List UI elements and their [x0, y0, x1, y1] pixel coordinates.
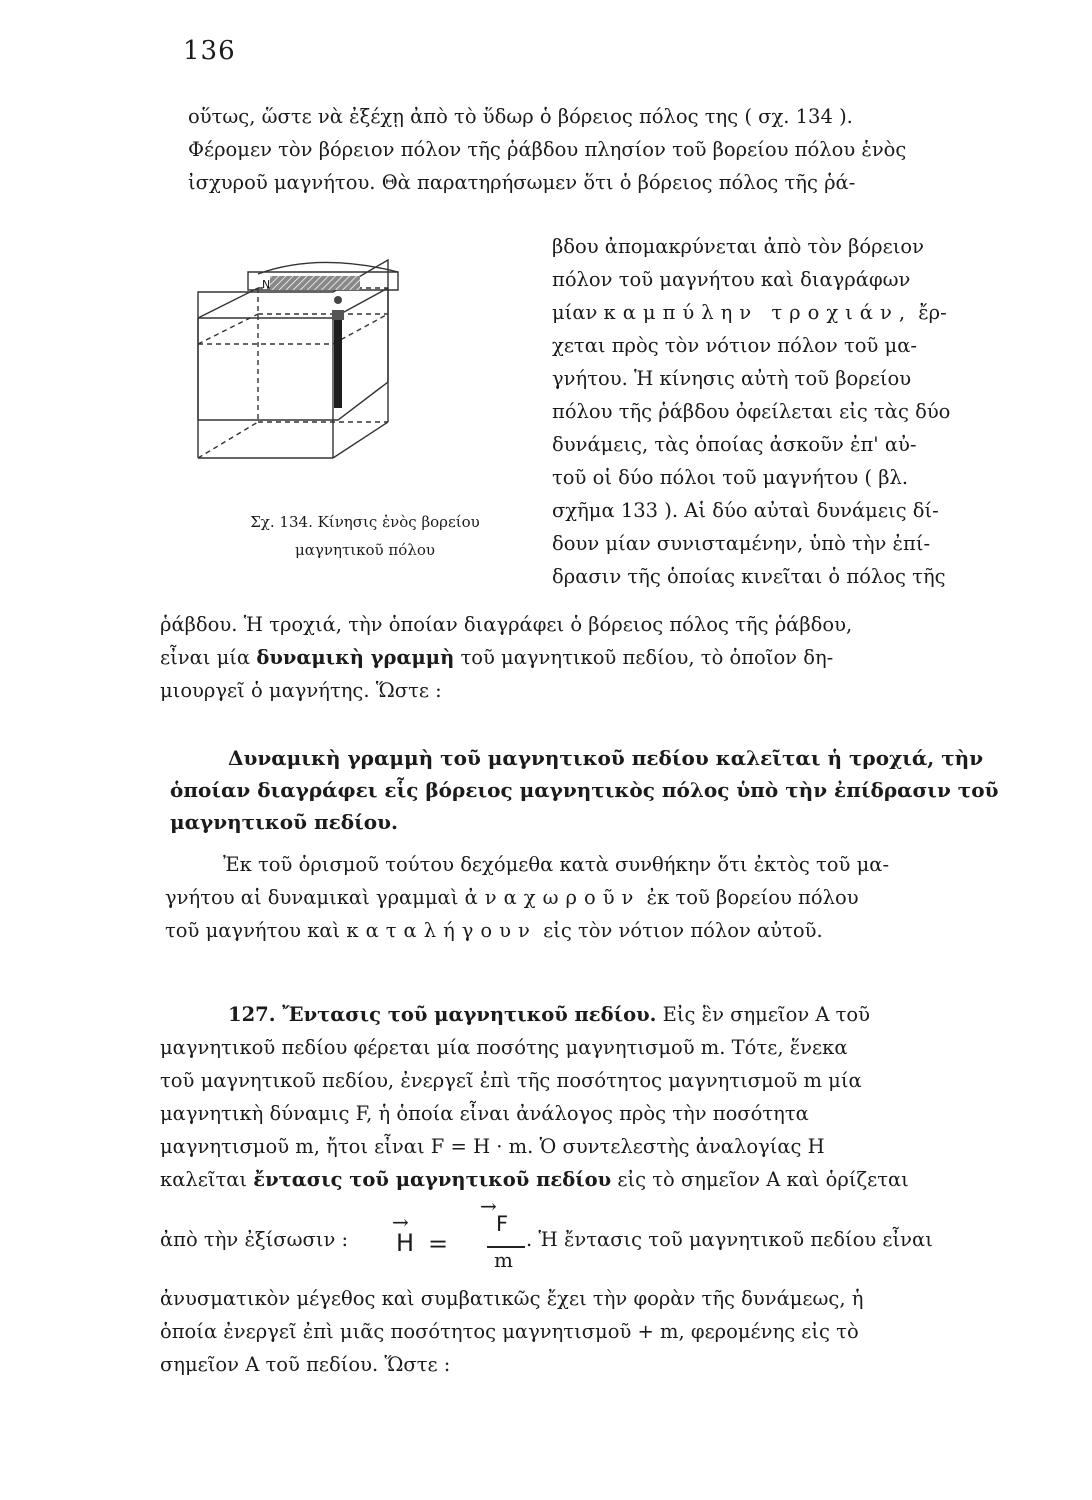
paragraph-convention [165, 848, 1023, 947]
paragraph-vector [160, 1282, 1026, 1381]
text-line: Ἐκ τοῦ ὁρισμοῦ τούτου δεχόμεθα κατὰ συνθήκην ὅτι ἐκτὸς τοῦ μα- [223, 853, 890, 876]
text-run: Εἰς ἓν σημεῖον Α τοῦ [662, 1003, 871, 1026]
text-line [165, 881, 1023, 914]
intensity-formula [160, 1194, 1030, 1276]
text-line: ἰσχυροῦ μαγνήτου. Θὰ παρατηρήσωμεν ὅτι ὁ βόρειος πόλος τῆς ῥά- [188, 171, 856, 194]
text-line: σημεῖον Α τοῦ πεδίου. Ὥστε : [160, 1353, 451, 1376]
text-line: μαγνητισμοῦ m, ἤτοι εἶναι F = H · m. Ὁ συντελεστὴς ἀναλογίας H [160, 1135, 825, 1158]
text-line: δρασιν τῆς ὁποίας κινεῖται ὁ πόλος τῆς [552, 565, 946, 588]
paragraph-intro [188, 100, 1020, 199]
definition-line: ὁποίαν διαγράφει εἷς βόρειος μαγνητικὸς πόλος ὑπὸ τὴν ἐπίδρασιν τοῦ [170, 778, 999, 802]
paragraph-figure-side [552, 230, 1024, 593]
text-run: εἰς τὸ σημεῖον Α καὶ ὁρίζεται [617, 1168, 909, 1191]
text-run: καλεῖται [160, 1168, 248, 1191]
text-run: ἔρ- [918, 301, 947, 324]
formula-denominator: m [494, 1248, 513, 1272]
text-line: γνήτου. Ἡ κίνησις αὐτὴ τοῦ βορείου [552, 367, 912, 390]
text-line: τοῦ οἱ δύο πόλοι τοῦ μαγνήτου ( βλ. [552, 466, 909, 489]
text-line: Φέρομεν τὸν βόρειον πόλον τῆς ῥάβδου πλησίον τοῦ βορείου πόλου ἑνὸς [188, 138, 907, 161]
text-line: χεται πρὸς τὸν νότιον πόλον τοῦ μα- [552, 334, 917, 357]
text-line [160, 641, 1020, 674]
formula-tail: . Ἡ ἔντασις τοῦ μαγνητικοῦ πεδίου εἶναι [526, 1228, 933, 1251]
vector-arrow-icon: → [480, 1194, 497, 1218]
text-line: ὁποία ἐνεργεῖ ἐπὶ μιᾶς ποσότητος μαγνητισμοῦ + m, φερομένης εἰς τὸ [160, 1320, 859, 1343]
figure-caption [185, 508, 545, 564]
page-number: 136 [183, 36, 236, 66]
text-run: γνήτου αἱ δυναμικαὶ γραμμαὶ [165, 886, 459, 909]
text-run: τοῦ μαγνήτου καὶ [165, 919, 341, 942]
text-run: μίαν [552, 301, 598, 324]
pole-label: N [262, 278, 271, 291]
formula-intro: ἀπὸ τὴν ἐξίσωσιν : [160, 1228, 349, 1251]
formula-equals: = [428, 1230, 449, 1258]
bold-term: ἔντασις τοῦ μαγνητικοῦ πεδίου [253, 1168, 612, 1191]
text-line: τοῦ μαγνητικοῦ πεδίου, ἐνεργεῖ ἐπὶ τῆς ποσότητος μαγνητισμοῦ m μία [160, 1069, 862, 1092]
spaced-emphasis: καταλήγουν [346, 919, 537, 942]
formula-numerator: F [496, 1212, 509, 1236]
text-line [160, 1163, 1026, 1196]
text-line: ἀνυσματικὸν μέγεθος καὶ συμβατικῶς ἔχει τὴν φορὰν τῆς δυνάμεως, ἡ [160, 1287, 864, 1310]
text-line: σχῆμα 133 ). Αἱ δύο αὐταὶ δυνάμεις δί- [552, 499, 939, 522]
spaced-emphasis: ἀναχωροῦν [464, 886, 641, 909]
text-line: πόλου τῆς ῥάβδου ὀφείλεται εἰς τὰς δύο [552, 400, 951, 423]
text-line: πόλον τοῦ μαγνήτου καὶ διαγράφων [552, 268, 911, 291]
text-line: μαγνητικὴ δύναμις F, ἡ ὁποία εἶναι ἀνάλογος πρὸς τὴν ποσότητα [160, 1102, 809, 1125]
magnet-bar [270, 276, 360, 290]
spaced-emphasis: καμπύλην τροχιάν, [603, 301, 913, 324]
vector-arrow-icon: → [392, 1210, 409, 1234]
definition-line: μαγνητικοῦ πεδίου. [170, 810, 398, 834]
text-run: εἶναι μία [160, 646, 251, 669]
text-line: μαγνητικοῦ πεδίου φέρεται μία ποσότης μαγνητισμοῦ m. Τότε, ἕνεκα [160, 1036, 848, 1059]
text-line: οὕτως, ὥστε νὰ ἐξέχῃ ἀπὸ τὸ ὕδωρ ὁ βόρειος πόλος της ( σχ. 134 ). [188, 105, 853, 128]
text-run: εἰς τὸν νότιον πόλον αὐτοῦ. [543, 919, 823, 942]
text-line: μιουργεῖ ὁ μαγνήτης. Ὥστε : [160, 679, 442, 702]
definition-block [170, 742, 1025, 838]
text-run: τοῦ μαγνητικοῦ πεδίου, τὸ ὁποῖον δη- [460, 646, 834, 669]
definition-line: Δυναμικὴ γραμμὴ τοῦ μαγνητικοῦ πεδίου καλεῖται ἡ τροχιά, τὴν [228, 746, 984, 770]
caption-line: Σχ. 134. Κίνησις ἑνὸς βορείου [250, 513, 480, 531]
text-line: βδου ἀπομακρύνεται ἀπὸ τὸν βόρειον [552, 235, 924, 258]
formula-lhs: H [396, 1229, 415, 1257]
caption-line: μαγνητικοῦ πόλου [295, 541, 435, 559]
magnet-experiment-figure [188, 232, 538, 502]
section-first-line [160, 998, 1026, 1031]
paragraph-trajectory [160, 608, 1020, 707]
section-heading: 127. Ἔντασις τοῦ μαγνητικοῦ πεδίου. [228, 1003, 657, 1026]
section-127 [160, 998, 1026, 1196]
bold-term: δυναμικὴ γραμμὴ [256, 646, 455, 669]
text-line [552, 296, 1024, 329]
text-line: δουν μίαν συνισταμένην, ὑπὸ τὴν ἐπί- [552, 532, 931, 555]
text-run: ἐκ τοῦ βορείου πόλου [646, 886, 859, 909]
text-line [165, 914, 1023, 947]
floating-rod [332, 296, 344, 408]
text-line: ῥάβδου. Ἡ τροχιά, τὴν ὁποίαν διαγράφει ὁ βόρειος πόλος τῆς ῥάβδου, [160, 613, 853, 636]
text-line: δυνάμεις, τὰς ὁποίας ἀσκοῦν ἐπ' αὐ- [552, 433, 917, 456]
